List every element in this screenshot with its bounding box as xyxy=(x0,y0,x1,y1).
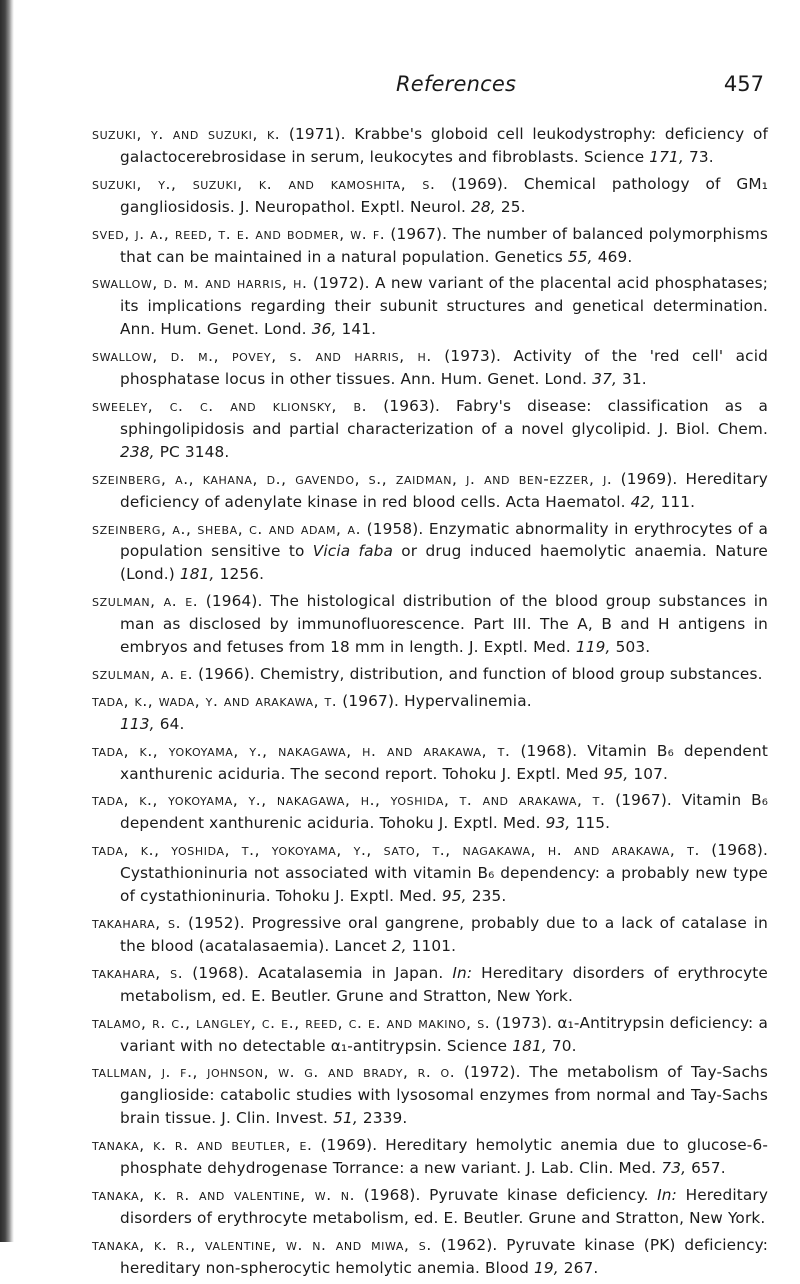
reference-species: Vicia faba xyxy=(312,542,393,561)
book-spine-edge xyxy=(0,0,14,1242)
page-header xyxy=(0,72,800,102)
reference-text-continued: Hereditary disorders of erythrocyte metabolism, ed. E. Beutler. Grune and Stratton, New York. xyxy=(120,1185,769,1227)
reference-year: (1973). xyxy=(495,1013,553,1032)
page-number: 457 xyxy=(723,72,764,96)
reference-pages: 31. xyxy=(621,370,647,389)
reference-volume: 119, xyxy=(575,638,611,657)
reference-authors: sweeley, c. c. and klionsky, b. xyxy=(92,396,368,415)
reference-authors: suzuki, y. and suzuki, k. xyxy=(92,125,281,143)
reference-pages: 107. xyxy=(633,764,669,783)
reference-entry xyxy=(92,272,768,341)
reference-pages: 469. xyxy=(597,247,633,266)
reference-pages: 70. xyxy=(551,1036,577,1055)
reference-pages: 141. xyxy=(341,320,377,339)
reference-entry xyxy=(92,123,768,169)
reference-volume: 37, xyxy=(592,370,617,389)
reference-pages: 2339. xyxy=(362,1109,408,1128)
reference-entry xyxy=(92,912,768,958)
reference-volume: 181, xyxy=(512,1036,547,1055)
reference-entry xyxy=(92,345,768,391)
reference-list xyxy=(92,123,768,1284)
reference-pages: 267. xyxy=(563,1258,599,1277)
reference-volume: 171, xyxy=(649,147,684,166)
reference-volume: 36, xyxy=(311,320,337,339)
reference-text: The number of balanced polymorphisms that can be maintained in a natural population. Genetics xyxy=(120,224,768,266)
reference-authors: takahara, s. xyxy=(92,914,182,932)
reference-pages: 64. xyxy=(159,714,185,733)
reference-entry xyxy=(92,789,768,835)
reference-entry xyxy=(92,395,768,464)
reference-year: (1967). xyxy=(615,791,672,810)
reference-year: (1967). xyxy=(342,691,400,710)
reference-entry xyxy=(92,839,768,908)
reference-authors: szulman, a. e. xyxy=(92,592,199,611)
reference-authors: szeinberg, a., kahana, d., gavendo, s., zaidman, j. and ben-ezzer, j. xyxy=(92,469,613,488)
reference-volume: 51, xyxy=(333,1109,358,1128)
reference-volume: 28, xyxy=(471,197,496,216)
reference-authors: talamo, r. c., langley, c. e., reed, c. e. and makino, s. xyxy=(92,1013,491,1032)
reference-volume: 42, xyxy=(630,492,656,511)
reference-text: Fabry's disease: classification as a sphingolipidosis and partial characterization of a novel glycolipid. J. Biol. Chem. xyxy=(120,396,768,438)
reference-volume: 113, xyxy=(120,714,155,733)
reference-entry xyxy=(92,223,768,269)
running-title: References xyxy=(396,72,517,96)
reference-pages: 503. xyxy=(615,638,651,657)
reference-authors: tada, k., yokoyama, y., nakagawa, h., yoshida, t. and arakawa, t. xyxy=(92,791,606,810)
reference-pages: 1256. xyxy=(219,565,265,584)
reference-year: (1973). xyxy=(444,347,502,366)
reference-year: (1969). xyxy=(620,469,678,488)
reference-volume: 19, xyxy=(533,1258,559,1277)
reference-authors: szeinberg, a., sheba, c. and adam, a. xyxy=(92,519,362,538)
reference-volume: 95, xyxy=(603,764,629,783)
reference-entry xyxy=(92,1061,768,1130)
reference-year: (1963). xyxy=(383,396,440,415)
reference-text: A new variant of the placental acid phosphatases; its implications regarding their subunit structures and genetical determination. Ann. Hum. Genet. Lond. xyxy=(120,274,769,339)
reference-authors: sved, j. a., reed, t. e. and bodmer, w. f. xyxy=(92,224,386,243)
reference-text: Krabbe's globoid cell leukodystrophy: deficiency of galactocerebrosidase in serum, leukocytes and fibroblasts. Science xyxy=(120,125,768,166)
reference-authors: suzuki, y., suzuki, k. and kamoshita, s. xyxy=(92,174,436,193)
reference-pages: 111. xyxy=(660,492,696,511)
reference-text: Pyruvate kinase (PK) deficiency: hereditary non-spherocytic hemolytic anemia. Blood xyxy=(120,1235,769,1277)
reference-text: Vitamin B₆ dependent xanthurenic aciduria. The second report. Tohoku J. Exptl. Med xyxy=(120,741,768,783)
reference-text: Hereditary deficiency of adenylate kinase in red blood cells. Acta Haematol. xyxy=(120,469,768,511)
reference-volume: 93, xyxy=(545,814,571,833)
reference-entry xyxy=(92,590,768,659)
reference-text: Vitamin B₆ dependent xanthurenic aciduria. Tohoku J. Exptl. Med. xyxy=(120,791,769,833)
reference-pages: 115. xyxy=(575,814,611,833)
reference-pages: 1101. xyxy=(411,936,457,955)
reference-authors: tada, k., yokoyama, y., nakagawa, h. and arakawa, t. xyxy=(92,741,511,760)
reference-year: (1952). xyxy=(187,914,245,932)
reference-text: The metabolism of Tay-Sachs ganglioside: catabolic studies with lysosomal enzymes from normal and Tay-Sachs brain tissue. J. Clin. Invest. xyxy=(120,1063,769,1128)
reference-volume: 55, xyxy=(567,247,593,266)
reference-text-continued: or drug induced haemolytic anaemia. Nature (Lond.) xyxy=(120,542,768,584)
reference-entry xyxy=(92,962,768,1008)
reference-year: (1966). xyxy=(198,664,255,683)
reference-text: The histological distribution of the blood group substances in man as disclosed by immunofluorescence. Part III. The A, B and H antigens in embryos and fetuses from 18 mm in length. J. Exptl. Med. xyxy=(120,592,768,657)
reference-entry xyxy=(92,468,768,514)
reference-pages: PC 3148. xyxy=(159,442,230,461)
reference-pages: 73. xyxy=(688,147,714,166)
reference-entry xyxy=(92,740,768,786)
reference-year: (1964). xyxy=(205,592,263,611)
reference-year: (1968). xyxy=(363,1185,421,1204)
reference-authors: tanaka, k. r. and valentine, w. n. xyxy=(92,1185,356,1204)
reference-year: (1968). xyxy=(520,741,578,760)
reference-in-marker: In: xyxy=(452,963,473,982)
reference-text-continued: Hereditary disorders of erythrocyte metabolism, ed. E. Beutler. Grune and Stratton, New York. xyxy=(120,963,768,1005)
reference-volume: 73, xyxy=(661,1159,687,1178)
reference-text: Acatalasemia in Japan. xyxy=(258,963,444,982)
reference-entry xyxy=(92,1184,768,1230)
reference-entry xyxy=(92,173,768,219)
reference-volume: 95, xyxy=(441,887,467,906)
reference-pages: 657. xyxy=(691,1159,726,1178)
reference-volume: 181, xyxy=(179,565,215,584)
reference-entry xyxy=(92,1234,768,1280)
reference-year: (1972). xyxy=(312,274,370,293)
reference-year: (1958). xyxy=(366,519,424,538)
reference-text: Chemistry, distribution, and function of blood group substances. xyxy=(259,664,763,683)
reference-authors: swallow, d. m. and harris, h. xyxy=(92,274,308,293)
reference-text: Cystathioninuria not associated with vitamin B₆ dependency: a probably new type of cystathioninuria. Tohoku J. Exptl. Med. xyxy=(120,864,768,906)
reference-year: (1971). xyxy=(288,125,346,143)
reference-year: (1972). xyxy=(463,1063,521,1082)
reference-authors: tanaka, k. r., valentine, w. n. and miwa, s. xyxy=(92,1235,432,1254)
reference-text: α₁-Antitrypsin deficiency: a variant with no detectable α₁-antitrypsin. Science xyxy=(120,1013,769,1055)
reference-entry xyxy=(92,663,768,686)
reference-text: Chemical pathology of GM₁ gangliosidosis. J. Neuropathol. Exptl. Neurol. xyxy=(120,174,769,216)
reference-in-marker: In: xyxy=(657,1185,677,1204)
reference-pages: 235. xyxy=(471,887,507,906)
reference-entry xyxy=(92,1012,768,1058)
reference-entry xyxy=(92,1134,768,1180)
reference-year: (1967). xyxy=(390,224,448,243)
reference-year: (1969). xyxy=(320,1136,378,1155)
reference-authors: szulman, a. e. xyxy=(92,664,194,683)
reference-entry xyxy=(92,690,768,736)
reference-authors: takahara, s. xyxy=(92,963,184,982)
reference-text: Hypervalinemia. xyxy=(404,691,532,710)
reference-year: (1968). xyxy=(192,963,249,982)
reference-authors: tada, k., wada, y. and arakawa, t. xyxy=(92,691,338,710)
reference-text: Enzymatic abnormality in erythrocytes of a population sensitive to xyxy=(120,519,768,561)
reference-volume: 2, xyxy=(391,936,407,955)
reference-authors: tanaka, k. r. and beutler, e. xyxy=(92,1136,313,1155)
reference-pages: 25. xyxy=(500,197,526,216)
reference-year: (1968). xyxy=(711,841,768,860)
reference-authors: swallow, d. m., povey, s. and harris, h. xyxy=(92,347,432,366)
reference-text: Progressive oral gangrene, probably due to a lack of catalase in the blood (acatalasaemia). Lancet xyxy=(120,914,769,955)
reference-text: Activity of the 'red cell' acid phosphatase locus in other tissues. Ann. Hum. Genet. Lond. xyxy=(120,347,768,389)
reference-text: Hereditary hemolytic anemia due to glucose-6-phosphate dehydrogenase Torrance: a new variant. J. Lab. Clin. Med. xyxy=(120,1136,769,1178)
reference-volume: 238, xyxy=(120,442,155,461)
reference-entry xyxy=(92,518,768,587)
reference-year: (1969). xyxy=(451,174,509,193)
reference-authors: tada, k., yoshida, t., yokoyama, y., sato, t., nagakawa, h. and arakawa, t. xyxy=(92,841,700,860)
reference-authors: tallman, j. f., johnson, w. g. and brady, r. o. xyxy=(92,1063,456,1082)
reference-year: (1962). xyxy=(440,1235,498,1254)
reference-text: Pyruvate kinase deficiency. xyxy=(429,1185,649,1204)
